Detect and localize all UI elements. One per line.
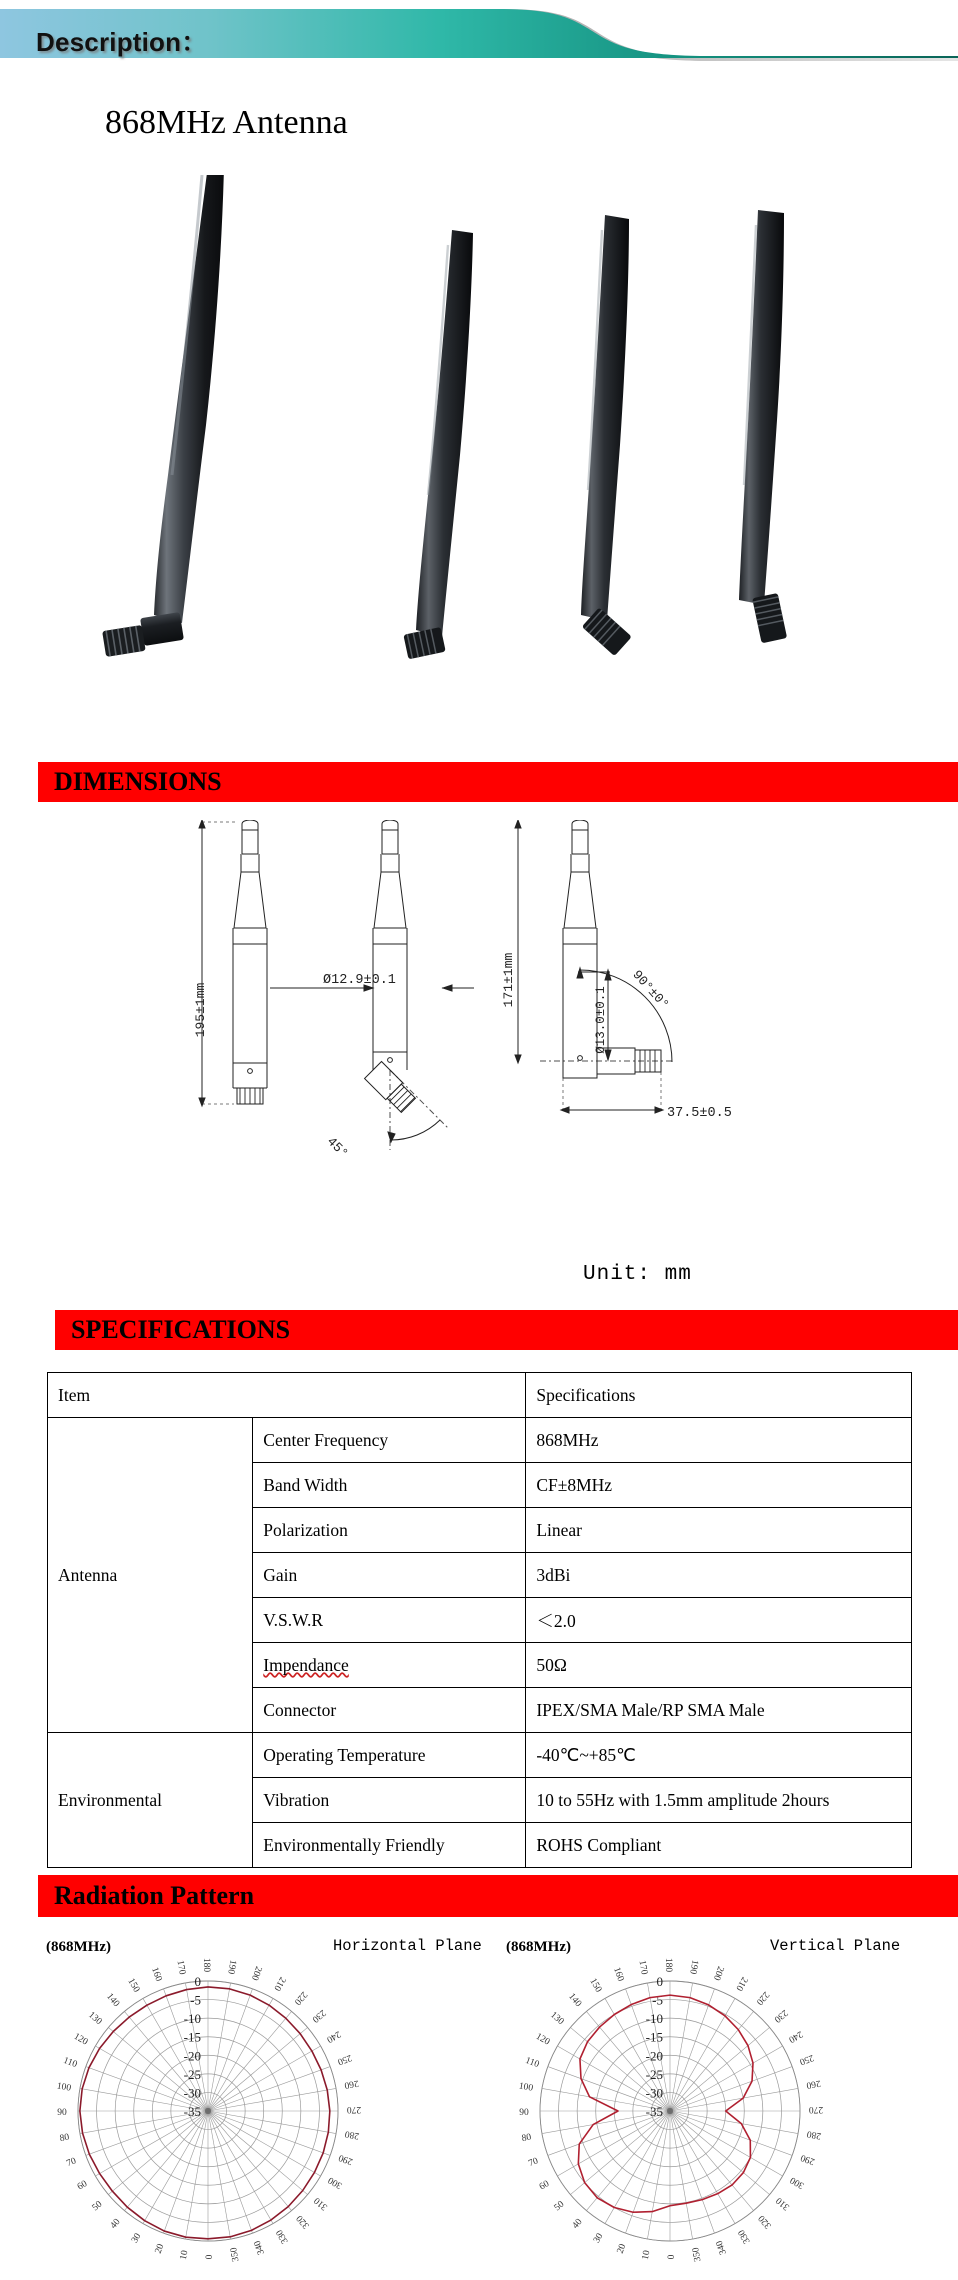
polar-angle-label: 340 bbox=[252, 2239, 267, 2256]
polar-angle-label: 160 bbox=[611, 1966, 626, 1983]
page-title: 868MHz Antenna bbox=[105, 104, 348, 141]
dim-right-length: 171±1mm bbox=[501, 952, 516, 1008]
product-photo-strip bbox=[0, 175, 958, 705]
polar-angle-label: 290 bbox=[337, 2151, 355, 2167]
polar-angle-label: 80 bbox=[59, 2132, 71, 2145]
table-cell-parameter: Polarization bbox=[253, 1508, 526, 1553]
table-cell-value: -40℃~+85℃ bbox=[526, 1733, 912, 1778]
dim-right-angle: 90°±0° bbox=[629, 967, 672, 1013]
polar-angle-label: 350 bbox=[691, 2246, 704, 2263]
polar-angle-label: 10 bbox=[640, 2249, 653, 2261]
table-cell-value: 3dBi bbox=[526, 1553, 912, 1598]
polar-angle-label: 30 bbox=[592, 2231, 606, 2246]
polar-radial-label: -5 bbox=[190, 1992, 201, 2008]
polar-angle-label: 130 bbox=[86, 2010, 104, 2028]
polar-angle-label: 140 bbox=[104, 1991, 122, 2010]
polar-angle-label: 300 bbox=[788, 2174, 807, 2191]
polar-angle-label: 310 bbox=[774, 2194, 792, 2212]
polar-radial-label: -35 bbox=[645, 2104, 663, 2119]
polar-angle-label: 190 bbox=[225, 1958, 238, 1975]
polar-angle-label: 300 bbox=[326, 2174, 345, 2191]
table-cell-parameter: Vibration bbox=[253, 1778, 526, 1823]
polar-angle-label: 350 bbox=[229, 2246, 242, 2263]
polar-radial-label: -35 bbox=[183, 2104, 201, 2119]
table-cell-value: IPEX/SMA Male/RP SMA Male bbox=[526, 1688, 912, 1733]
polar-angle-label: 290 bbox=[799, 2151, 817, 2167]
polar-radial-label: -30 bbox=[183, 2085, 201, 2101]
polar-angle-label: 60 bbox=[537, 2179, 552, 2193]
polar-angle-label: 340 bbox=[714, 2239, 729, 2256]
specifications-table-body bbox=[48, 1373, 912, 1868]
section-header-specifications bbox=[55, 1310, 958, 1350]
polar-angle-label: 20 bbox=[615, 2242, 629, 2256]
polar-radial-label: -25 bbox=[183, 2066, 201, 2082]
table-row bbox=[48, 1733, 912, 1778]
polar-angle-label: 330 bbox=[274, 2227, 291, 2246]
polar-angle-label: 200 bbox=[710, 1964, 726, 1982]
polar-angle-label: 310 bbox=[312, 2194, 330, 2212]
polar-angle-label: 250 bbox=[798, 2052, 815, 2067]
polar-angle-label: 120 bbox=[533, 2031, 552, 2048]
dim-mid-angle: 45° bbox=[323, 1133, 352, 1162]
polar-angle-label: 320 bbox=[294, 2212, 312, 2231]
unit-note: Unit: mm bbox=[583, 1263, 692, 1286]
polar-radial-label: -15 bbox=[645, 2029, 663, 2045]
polar-chart-vertical-frequency: (868MHz) bbox=[506, 1939, 571, 1955]
polar-radial-label: -30 bbox=[645, 2085, 663, 2101]
polar-plot-horizontal bbox=[18, 1943, 438, 2278]
polar-angle-label: 60 bbox=[75, 2179, 90, 2193]
polar-angle-label: 90 bbox=[57, 2108, 67, 2118]
polar-angle-label: 210 bbox=[271, 1974, 288, 1993]
polar-plot-vertical bbox=[480, 1943, 900, 2278]
polar-angle-label: 50 bbox=[90, 2199, 105, 2214]
table-cell-parameter: Band Width bbox=[253, 1463, 526, 1508]
polar-angle-label: 140 bbox=[566, 1991, 584, 2010]
polar-angle-label: 80 bbox=[521, 2132, 533, 2145]
polar-angle-label: 170 bbox=[174, 1959, 187, 1976]
polar-angle-label: 210 bbox=[733, 1974, 750, 1993]
polar-angle-label: 40 bbox=[570, 2217, 585, 2231]
polar-angle-label: 220 bbox=[753, 1989, 771, 2007]
polar-chart-vertical-title: Vertical Plane bbox=[770, 1937, 901, 1955]
polar-chart-horizontal-frequency: (868MHz) bbox=[46, 1939, 111, 1955]
polar-angle-label: 0 bbox=[667, 2254, 677, 2260]
polar-angle-label: 10 bbox=[178, 2249, 191, 2261]
dim-right-offset: 37.5±0.5 bbox=[667, 1106, 732, 1121]
table-cell-parameter: Center Frequency bbox=[253, 1418, 526, 1463]
polar-angle-label: 230 bbox=[309, 2007, 328, 2025]
table-cell-value: ROHS Compliant bbox=[526, 1823, 912, 1868]
polar-angle-label: 120 bbox=[71, 2031, 90, 2048]
section-header-radiation-label: Radiation Pattern bbox=[54, 1881, 255, 1910]
dim-left-diameter: Ø12.9±0.1 bbox=[323, 973, 396, 988]
polar-angle-label: 130 bbox=[548, 2010, 566, 2028]
polar-radial-label: -20 bbox=[183, 2048, 201, 2064]
polar-angle-label: 280 bbox=[806, 2128, 823, 2141]
polar-radial-label: 0 bbox=[656, 1974, 663, 1989]
table-cell-value: 10 to 55Hz with 1.5mm amplitude 2hours bbox=[526, 1778, 912, 1823]
table-cell-value: 50Ω bbox=[526, 1643, 912, 1688]
polar-angle-label: 250 bbox=[336, 2052, 353, 2067]
polar-angle-label: 260 bbox=[343, 2077, 360, 2090]
description-banner bbox=[0, 8, 958, 66]
polar-radial-label: -10 bbox=[183, 2011, 201, 2027]
polar-angle-label: 40 bbox=[108, 2217, 123, 2231]
dimension-drawing-svg bbox=[180, 820, 780, 1250]
table-header-specifications: Specifications bbox=[526, 1373, 912, 1418]
table-cell-value: 868MHz bbox=[526, 1418, 912, 1463]
dim-right-diameter: Ø13.0±0.1 bbox=[594, 986, 608, 1054]
polar-radial-label: -5 bbox=[652, 1992, 663, 2008]
table-cell-group: Antenna bbox=[48, 1418, 253, 1733]
polar-angle-label: 180 bbox=[201, 1957, 211, 1973]
table-row bbox=[48, 1418, 912, 1463]
polar-angle-label: 110 bbox=[523, 2055, 541, 2071]
polar-angle-label: 50 bbox=[552, 2199, 567, 2214]
polar-angle-label: 320 bbox=[756, 2212, 774, 2231]
radiation-pattern-area bbox=[0, 1925, 958, 2280]
polar-angle-label: 70 bbox=[527, 2156, 540, 2170]
polar-angle-label: 100 bbox=[517, 2081, 534, 2094]
polar-angle-label: 30 bbox=[130, 2231, 144, 2246]
section-header-dimensions bbox=[38, 762, 958, 802]
polar-angle-label: 330 bbox=[736, 2227, 753, 2246]
dimension-drawing bbox=[180, 820, 780, 1250]
misspelled-word: Impendance bbox=[263, 1654, 349, 1675]
polar-angle-label: 270 bbox=[808, 2104, 824, 2114]
polar-angle-label: 180 bbox=[663, 1957, 673, 1973]
polar-angle-label: 240 bbox=[786, 2028, 805, 2045]
description-label: Description： bbox=[36, 27, 208, 57]
polar-angle-label: 230 bbox=[771, 2007, 790, 2025]
table-cell-parameter: Environmentally Friendly bbox=[253, 1823, 526, 1868]
antenna-photos bbox=[0, 175, 958, 705]
table-cell-parameter: Gain bbox=[253, 1553, 526, 1598]
polar-angle-label: 270 bbox=[346, 2104, 362, 2114]
table-cell-value: ＜2.0 bbox=[526, 1598, 912, 1643]
table-cell-group: Environmental bbox=[48, 1733, 253, 1868]
table-cell-value: Linear bbox=[526, 1508, 912, 1553]
section-header-radiation bbox=[38, 1875, 958, 1917]
polar-angle-label: 200 bbox=[248, 1964, 264, 1982]
polar-angle-label: 100 bbox=[55, 2081, 72, 2094]
dim-left-length: 195±1mm bbox=[193, 982, 208, 1038]
polar-angle-label: 240 bbox=[324, 2028, 343, 2045]
polar-radial-label: -25 bbox=[645, 2066, 663, 2082]
polar-angle-label: 170 bbox=[636, 1959, 649, 1976]
table-cell-parameter: Connector bbox=[253, 1688, 526, 1733]
polar-radial-label: -10 bbox=[645, 2011, 663, 2027]
table-header-item: Item bbox=[48, 1373, 526, 1418]
polar-angle-label: 0 bbox=[205, 2254, 215, 2260]
polar-angle-label: 90 bbox=[519, 2108, 529, 2118]
table-header-row bbox=[48, 1373, 912, 1418]
polar-radial-label: -20 bbox=[645, 2048, 663, 2064]
table-cell-parameter bbox=[253, 1643, 526, 1688]
polar-angle-label: 150 bbox=[125, 1976, 142, 1995]
section-header-dimensions-label: DIMENSIONS bbox=[54, 767, 222, 796]
polar-radial-label: 0 bbox=[194, 1974, 201, 1989]
polar-angle-label: 220 bbox=[291, 1989, 309, 2007]
polar-angle-label: 20 bbox=[153, 2242, 167, 2256]
polar-radial-label: -15 bbox=[183, 2029, 201, 2045]
polar-angle-label: 110 bbox=[61, 2055, 79, 2071]
specifications-table bbox=[47, 1372, 912, 1868]
polar-angle-label: 160 bbox=[149, 1966, 164, 1983]
table-cell-value: CF±8MHz bbox=[526, 1463, 912, 1508]
polar-angle-label: 280 bbox=[344, 2128, 361, 2141]
polar-chart-horizontal-title: Horizontal Plane bbox=[333, 1937, 482, 1955]
table-cell-parameter: V.S.W.R bbox=[253, 1598, 526, 1643]
polar-angle-label: 150 bbox=[587, 1976, 604, 1995]
polar-angle-label: 190 bbox=[687, 1958, 700, 1975]
polar-angle-label: 70 bbox=[65, 2156, 78, 2170]
table-cell-parameter: Operating Temperature bbox=[253, 1733, 526, 1778]
section-header-specifications-label: SPECIFICATIONS bbox=[71, 1315, 291, 1344]
polar-angle-label: 260 bbox=[805, 2077, 822, 2090]
